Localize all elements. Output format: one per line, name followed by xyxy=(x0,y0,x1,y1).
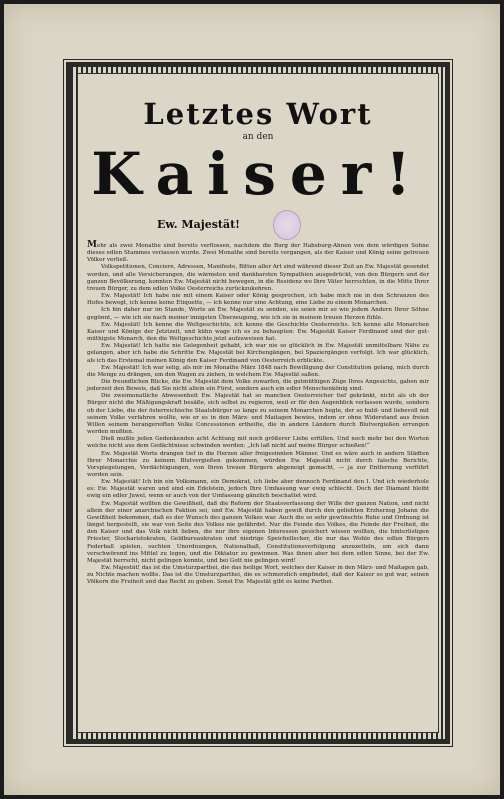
salutation-row xyxy=(87,208,429,242)
paragraph: Ew. Majestät! Ich kenne die Weltgeschichte, ich kenne die Geschichte Oesterreichs. Ich kenne alle Monarchen Kaiser und Könige der Jetztzeit, und kühn wage ich es zu behaupten: Ew. Majestät Kaiser Ferdinand sind der gut-müthigste Monarch, den die Weltgeschichte jetzt aufzuweisen hat. xyxy=(87,321,429,343)
headline-an-den: an den xyxy=(242,132,274,142)
paper-sheet xyxy=(4,4,500,795)
body-text xyxy=(87,242,429,587)
paragraph: Volkspetitionen, Conciere, Adressen, Manifeste, Bitten aller Art sind während dieser Zeit an Ew. Majestät gesendet worden, und alle Versicherungen, die wärmsten und dankbarsten Sympathien ausgedrückt, von den Bürgern und der ganzen Bevölkerung, konnten Ew. Majestät nicht bewegen, in die Residenz wo Ihre Väter herrschten, in die Mitte Ihrer treuen Bürger, zu dem edlen Volke Oesterreichs zurückzukehren. xyxy=(87,264,430,292)
paragraph: Mehr als zwei Monathe sind bereits verflossen, nachdem die Burg der Habsburg-Ahnen von dem würdigen Sohne dieses edlen Stammes verlassen wurde. Zwei Monathe sind bereits vergangen, als der Kaiser und König seine getreuen Völker verließ. xyxy=(87,240,429,264)
paragraph: Die zweimonatliche Abwesenheit Ew. Majestät hat so manchen Oesterreicher tief gekränkt, nicht als ob der Bürger nicht die Mäßigungskraft besäße, sich selbst zu regieren, weil er für den Augenblick verlassen wurde, sondern ob der Liebe, die der österreichische Staatsbürger so lange zu seinem Monarchen hegte, der so huld- und liebevoll mit seinem Volke verfahren wollte, wie er es in den März- und Maitagen bewies, indem er ohne Widerstand aus freien Willen seinem herangereiften Volke Concessionen ertheilte, die in andern Ländern durch Blutvergießen errungen werden mußten. xyxy=(87,393,429,436)
library-stamp xyxy=(273,210,301,240)
paragraph: Ew. Majestät! Ich habe nie mit einem Kaiser oder König gesprochen, ich habe mich nie in den Schranzen des Hofes bewegt, ich kenne keine Etiquette, — ich kenne nur eine Achtung, eine Liebe zu einem Monarchen. xyxy=(87,293,429,307)
paragraph: Ew. Majestät! das ist die Umsturzparthei, die das heilige Wort, welches der Kaiser in den März- und Maitagen gab, zu Nichte machen wollte. Das ist die Umsturzparthei, die es schmerzlich empfindet, daß der Kaiser so gut war, seinen Völkern die Freiheit und das Recht zu geben. Sonst Ew. Majestät gibt es keine Parthei. xyxy=(87,565,429,586)
paragraph: Ew. Majestät! Ich hatte nie Gelegenheit gehabt, ich war nie so glücklich in Ew. Majestät unmittelbare Nähe zu gelangen, aber ich habe die Schritte Ew. Majestät bei Kirchengängen, bei Spaziergängen verfolgt. Ich war glücklich, als ich das Erstemal meinen König den Kaiser Ferdinand von Oesterreich erblickte. xyxy=(87,343,429,364)
headline-kaiser: Kaiser! xyxy=(91,140,425,208)
salutation: Ew. Majestät! xyxy=(157,218,240,231)
paragraph: Die freundlichen Blicke, die Ew. Majestät dem Volke zuwarfen, die gutmüthigen Züge Ihres Angesichts, gaben mir jederzeit den Beweis, daß Sie nicht allein ein Fürst, sondern auch ein edler Menschenkönig sind. xyxy=(87,378,429,393)
paragraph: Ich bin daher nur im Stande, Worte an Ew. Majestät zu senden, sie seien mir so wie jedem Andern Ihrer Söhne gegönnt, — wie ich sie nach meiner innigsten Überzeugung, wie ich sie in meinem treuen Herzen fühle. xyxy=(87,307,429,321)
paragraph: Ew. Majestät wollten die Gewißheit, daß die Reform der Staatsverfassung der Wille der ganzen Nation, und nicht allein der einer anarchischen Faktion sei, und Ew. Majestät haben gewiß durch den geliebten Erzherzog Johann die Gewißheit bekommen, daß es der Wunsch des ganzen Volkes war. Auch die so sehr gewünschte Ruhe und Ordnung ist längst hergestellt, sie war von Seite des Volkes nie gefährdet. Nur die Feinde des Volkes, die Feinde der Freiheit, die den Kaiser und das Volk nicht lieben, die nur ihre eigenen Interessen gesichert wissen wollten, die hinterlistigen Priester, Stockaristokraten, Geldbureaukraten und niedrige Speichellecker, die nur das Wohle des edlen Bürgers Federball spielen, suchten Unordnungen, Nationalhaß, Constitutionsverfolgung anzuzetteln, um sich dann verschwörend ins Mittel zu legen, und die Diktatur zu gewinnen. Was ihnen aber bei dem edlen Sinne, bei der Ew. Majestät herrscht, nicht gelingen konnte, und bei Gott nie gelingen wird! xyxy=(87,500,429,564)
poster-content xyxy=(77,73,439,733)
paragraph: Ew. Majestät! Ich bin ein Volksmann, ein Demokrat, ich liebe aber dennoch Ferdinand den I. Und ich wiederhole es: Ew. Majestät waren und sind ein Edelstein, jedoch Ihre Umfassung war ewig schlecht. Doch der Diamant bleibt ewig ein edler Juwel, wenn er auch von der Umfassung gänzlich beschattet wird. xyxy=(87,479,429,500)
ornamental-border xyxy=(66,62,450,744)
headline-letztes-wort: Letztes Wort xyxy=(143,97,373,131)
paragraph: Ew. Majestät Worte drangen tief in die Herzen aller freigesinnten Männer. Und es wäre auch in andern Städten Ihrer Monarchie zu keinem Blutvergießen gekommen, würden Ew. Majestät nicht durch falsche Berichte, Vorspiegelungen, Verdächtigungen, von Ihren treuen Bürgern abgeneigt gemacht, — ja zur Entfernung verführt worden sein. xyxy=(87,450,429,478)
paragraph: Ew. Majestät! Ich war selig, als mir im Monathe März 1848 nach Bewilligung der Constitution gelang, mich durch die Menge zu drängen, um den Wagen zu ziehen, in welchem Ew. Majestät saßen. xyxy=(87,364,429,378)
paragraph: Dieß mußte jeden Gedenkenden acht Achtung mit noch größerer Liebe erfüllen. Und noch mehr bei den Worten welche nicht aus dem Gedächtnisse schwinden werden: „Ich laß nicht auf meine Bürger schießen!“ xyxy=(87,436,429,450)
